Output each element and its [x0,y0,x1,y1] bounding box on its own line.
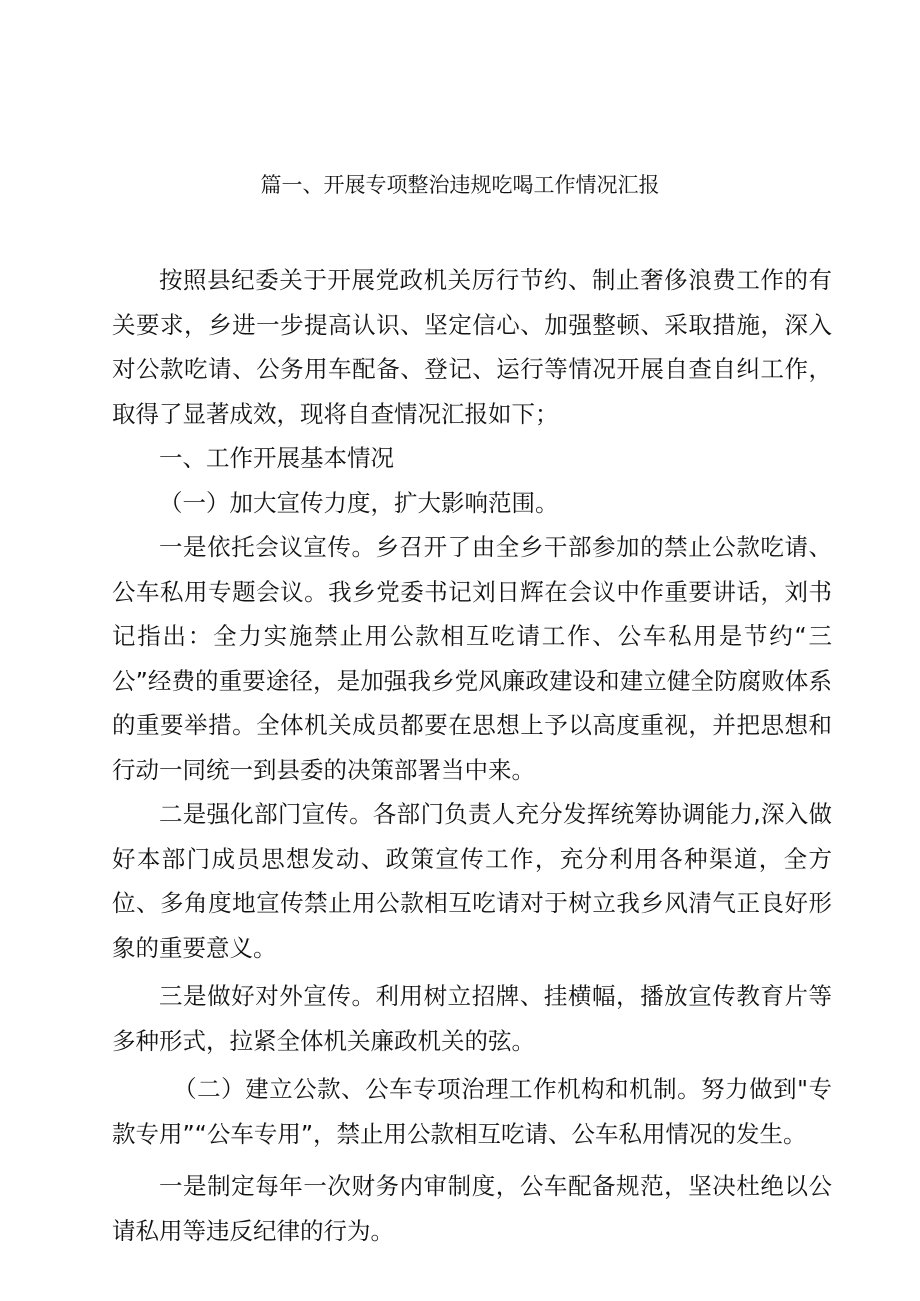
paragraph-intro: 按照县纪委关于开展党政机关厉行节约、制止奢侈浪费工作的有关要求，乡进一步提高认识、坚定信心、加强整顿、采取措施，深入对公款吃请、公务用车配备、登记、运行等情况开展自查自纠工作，取得了显著成效，现将自查情况汇报如下； [112,266,832,428]
document-body [112,258,832,1253]
paragraph-item-1: 一是依托会议宣传。乡召开了由全乡干部参加的禁止公款吃请、公车私用专题会议。我乡党委书记刘日辉在会议中作重要讲话，刘书记指出：全力实施禁止用公款相互吃请工作、公车私用是节约“三公”经费的重要途径，是加强我乡党风廉政建设和建立健全防腐败体系的重要举措。全体机关成员都要在思想上予以高度重视，并把思想和行动一同统一到县委的决策部署当中来。 [112,533,832,784]
paragraph-item-2: 二是强化部门宣传。各部门负责人充分发挥统筹协调能力,深入做好本部门成员思想发动、政策宣传工作，充分利用各种渠道，全方位、多角度地宣传禁止用公款相互吃请对于树立我乡风清气正良好形象的重要意义。 [112,800,832,962]
paragraph-item-4: 一是制定每年一次财务内审制度，公车配备规范，坚决杜绝以公请私用等违反纪律的行为。 [112,1172,832,1245]
paragraph-item-3: 三是做好对外宣传。利用树立招牌、挂横幅，播放宣传教育片等多种形式，拉紧全体机关廉政机关的弦。 [112,982,832,1055]
subsection-heading-2: （二）建立公款、公车专项治理工作机构和机制。努力做到"专款专用”“公车专用”，禁止用公款相互吃请、公车私用情况的发生。 [112,1075,832,1148]
document-title: 篇一、开展专项整治违规吃喝工作情况汇报 [260,173,660,197]
section-heading-1: 一、工作开展基本情况 [159,444,394,472]
subsection-heading-1: （一）加大宣传力度，扩大影响范围。 [159,488,559,517]
